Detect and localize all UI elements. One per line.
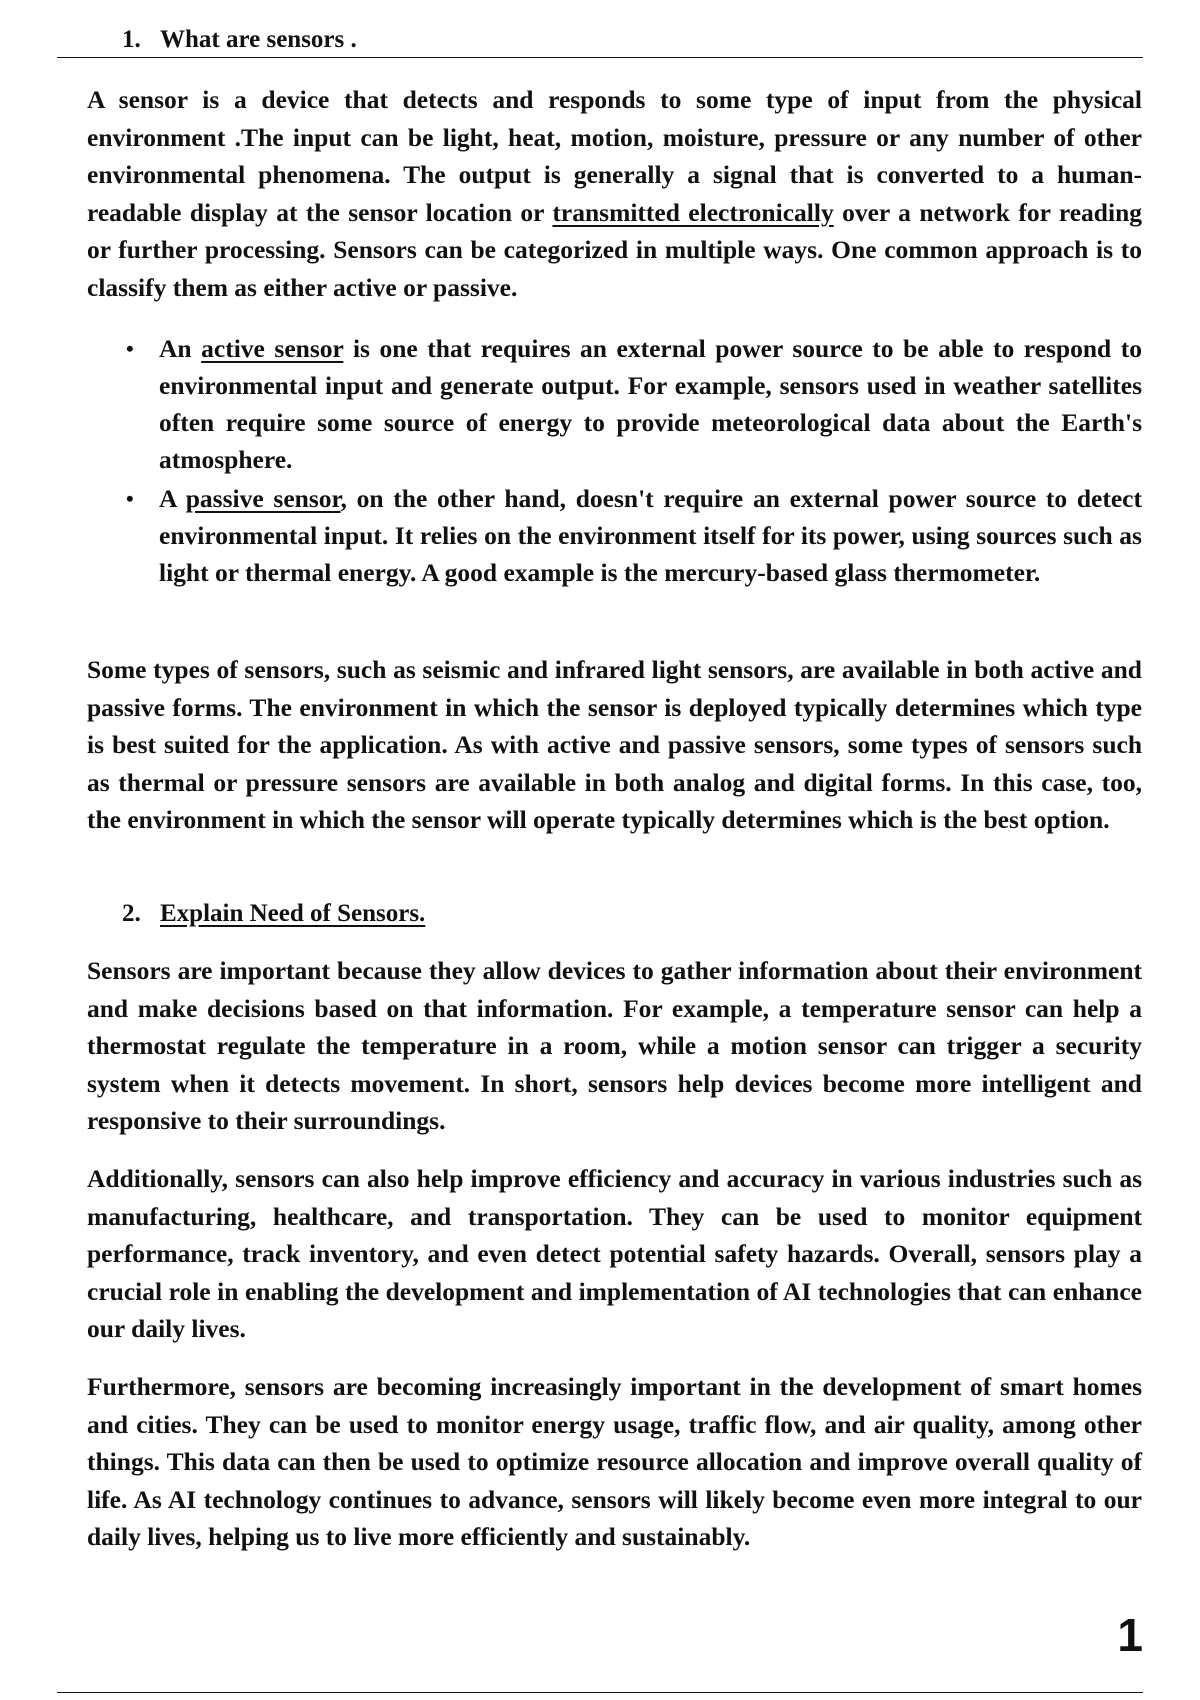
section-1-number: 1. xyxy=(122,26,141,53)
intro-text-after: over a network for reading or further processing. Sensors can be categorized in multiple ways. One common approach is to classify them as either active or passive. xyxy=(87,197,1143,302)
passive-sensor-link[interactable]: passive sensor xyxy=(185,484,341,513)
section-2-number: 2. xyxy=(122,900,141,927)
section-1-intro-paragraph xyxy=(87,81,1142,306)
transmitted-electronically-link[interactable]: transmitted electronically xyxy=(552,197,834,227)
bullet-text-after: , on the other hand, doesn't require an external power source to detect environmental input. It relies on the environment itself for its power, using sources such as light or thermal energy. A good example is the mercury-based glass thermometer. xyxy=(159,484,1142,587)
list-item-passive-sensor xyxy=(87,480,1142,591)
section-2-title: Explain Need of Sensors. xyxy=(160,900,426,927)
active-sensor-link[interactable]: active sensor xyxy=(201,334,344,363)
page-number: 1 xyxy=(1117,1609,1143,1661)
bullet-text-after: is one that requires an external power source to be able to respond to environmental input and generate output. For example, sensors used in weather satellites often require some source of energy to provide meteorological data about the Earth's atmosphere. xyxy=(159,334,1142,474)
section-1-closing-paragraph: Some types of sensors, such as seismic and infrared light sensors, are available in both active and passive forms. The environment in which the sensor is deployed typically determines which type is best suited for the application. As with active and passive sensors, some types of sensors such as thermal or pressure sensors are available in both analog and digital forms. In this case, too, the environment in which the sensor will operate typically determines which is the best option. xyxy=(87,655,1142,834)
bullet-text-before: A xyxy=(159,484,186,513)
bullet-text-before: An xyxy=(159,334,202,363)
list-item-active-sensor xyxy=(87,330,1142,478)
section-2-paragraph-3: Furthermore, sensors are becoming increasingly important in the development of smart homes and cities. They can be used to monitor energy usage, traffic flow, and air quality, among other things. This data can then be used to optimize resource allocation and improve overall quality of life. As AI technology continues to advance, sensors will likely become even more integral to our daily lives, helping us to live more efficiently and sustainably. xyxy=(87,1372,1142,1551)
bullet-icon: • xyxy=(126,486,134,511)
sensor-types-list xyxy=(87,330,1142,593)
bullet-icon: • xyxy=(126,336,134,361)
footer-rule xyxy=(57,1692,1143,1693)
section-2-paragraph-1: Sensors are important because they allow devices to gather information about their environment and make decisions based on that information. For example, a temperature sensor can help a thermostat regulate the temperature in a room, while a motion sensor can trigger a security system when it detects movement. In short, sensors help devices become more intelligent and responsive to their surroundings. xyxy=(87,956,1142,1135)
section-1-title: What are sensors . xyxy=(160,26,357,53)
section-2-heading xyxy=(122,899,425,929)
section-2-paragraph-2: Additionally, sensors can also help improve efficiency and accuracy in various industries such as manufacturing, healthcare, and transportation. They can be used to monitor equipment performance, track inventory, and even detect potential safety hazards. Overall, sensors play a crucial role in enabling the development and implementation of AI technologies that can enhance our daily lives. xyxy=(87,1164,1142,1343)
header-rule xyxy=(57,57,1143,58)
section-1-heading xyxy=(122,25,357,55)
intro-text-before: A sensor is a device that detects and responds to some type of input from the physical environment .The input can be light, heat, motion, moisture, pressure or any number of other environmental phenomena. The output is generally a signal that is converted to a human-readable display at the sensor location or xyxy=(87,85,1142,227)
